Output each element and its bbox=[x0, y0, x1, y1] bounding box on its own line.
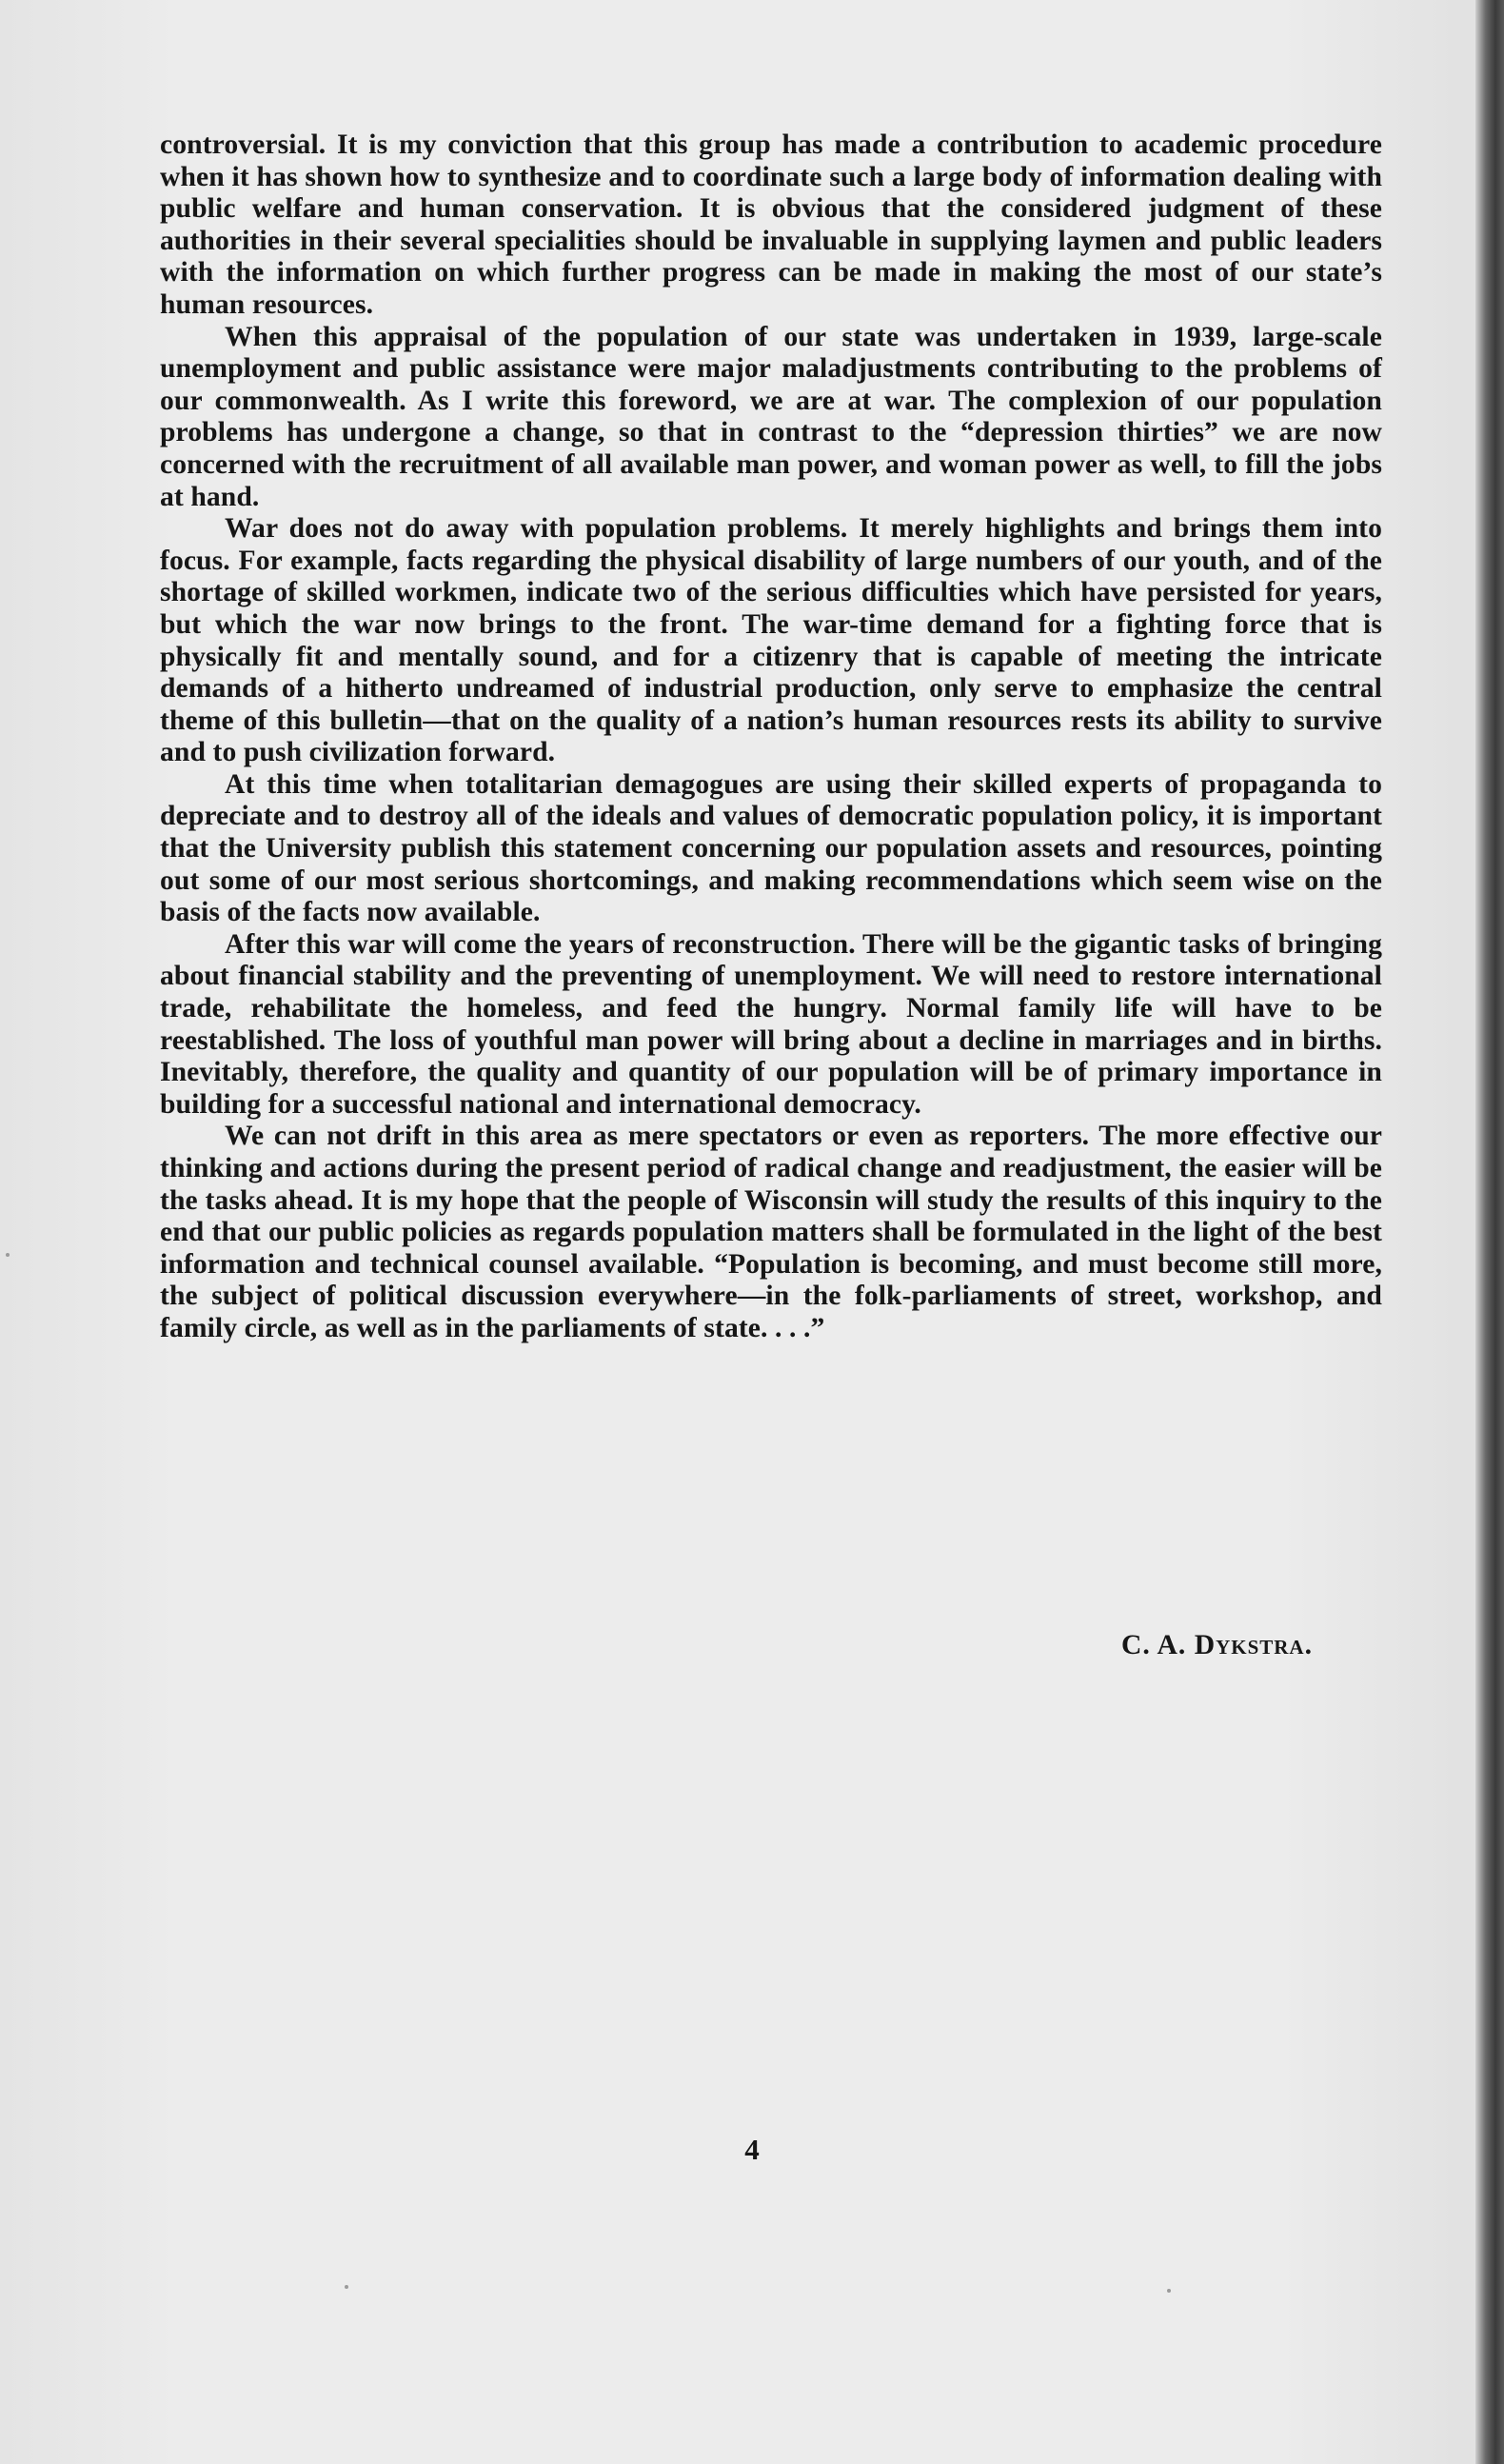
paragraph-3: War does not do away with population problems. It merely highlights and brings them into focus. For example, facts regarding the physical disability of large numbers of our youth, and of the shortage of skilled workmen, indicate two of the serious difficulties which have persisted for years, but which the war now brings to the front. The war-time demand for a fighting force that is physically fit and mentally sound, and for a citizenry that is capable of meeting the intricate demands of a hitherto undreamed of industrial production, only serve to emphasize the central theme of this bulletin—that on the quality of a nation’s human resources rests its ability to survive and to push civilization forward. bbox=[160, 513, 1382, 768]
signature-text: C. A. Dykstra. bbox=[1121, 1630, 1313, 1660]
foreword-body bbox=[160, 129, 1382, 1345]
scan-speck bbox=[6, 1253, 10, 1257]
scan-speck bbox=[1167, 2289, 1171, 2293]
paragraph-2: When this appraisal of the population of our state was undertaken in 1939, large-scale unemployment and public assistance were major maladjustments contributing to the problems of our commonwealth. As I write this foreword, we are at war. The complexion of our population problems has undergone a change, so that in contrast to the “depression thirties” we are now concerned with the recruitment of all available man power, and woman power as well, to fill the jobs at hand. bbox=[160, 321, 1382, 512]
paragraph-4: At this time when totalitarian demagogues are using their skilled experts of propaganda to depreciate and to destroy all of the ideals and values of democratic population policy, it is important that the University publish this statement concerning our population assets and resources, pointing out some of our most serious shortcomings, and making recommendations which seem wise on the basis of the facts now available. bbox=[160, 768, 1382, 928]
page-number: 4 bbox=[744, 2133, 760, 2166]
paragraph-1: controversial. It is my conviction that this group has made a contribution to academic procedure when it has shown how to synthesize and to coordinate such a large body of information dealing with public welfare and human conservation. It is obvious that the considered judgment of these authorities in their several specialities should be invaluable in supplying laymen and public leaders with the information on which further progress can be made in making the most of our state’s human resources. bbox=[160, 129, 1382, 320]
paragraph-5: After this war will come the years of reconstruction. There will be the gigantic tasks of bringing about financial stability and the preventing of unemployment. We will need to restore international trade, rehabilitate the homeless, and feed the hungry. Normal family life will have to be reestablished. The loss of youthful man power will bring about a decline in marriages and in births. Inevitably, therefore, the quality and quantity of our population will be of primary importance in building for a successful national and international democracy. bbox=[160, 928, 1382, 1120]
scan-speck bbox=[345, 2285, 348, 2289]
paragraph-6: We can not drift in this area as mere spectators or even as reporters. The more effective our thinking and actions during the present period of radical change and readjustment, the easier will be the tasks ahead. It is my hope that the people of Wisconsin will study the results of this inquiry to the end that our public policies as regards population matters shall be formulated in the light of the best information and technical counsel available. “Population is becoming, and must become still more, the subject of political discussion everywhere—in the folk-parliaments of street, workshop, and family circle, as well as in the parliaments of state. . . .” bbox=[160, 1121, 1382, 1343]
page-binding-edge bbox=[1475, 0, 1504, 2464]
author-signature bbox=[1121, 1630, 1313, 1661]
